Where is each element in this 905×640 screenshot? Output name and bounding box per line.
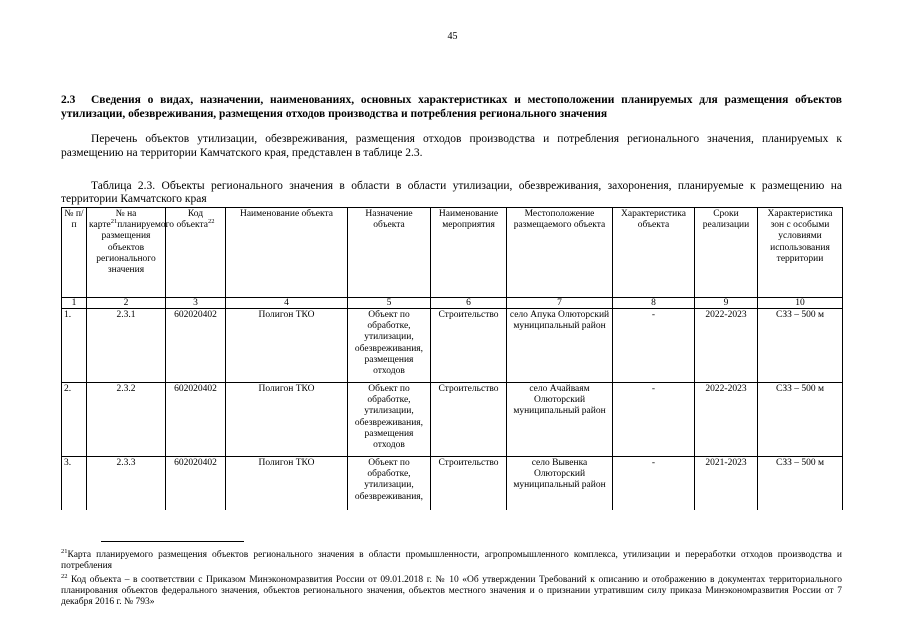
cell-map-number: 2.3.1 (87, 309, 166, 383)
footnote-22 (61, 572, 842, 608)
cell-activity: Строительство (431, 309, 507, 383)
footnote-mark: 21 (61, 547, 68, 555)
header-term: Сроки реализации (695, 208, 758, 298)
page-number: 45 (447, 31, 458, 42)
header-zone: Характеристика зон с особыми условиями использования территории (758, 208, 843, 298)
cell-zone: СЗЗ – 500 м (758, 457, 843, 517)
header-map-number-post: планируемого размещения объектов регионального значения (96, 220, 175, 276)
cell-map-number: 2.3.2 (87, 383, 166, 457)
cell-location: село Апука Олюторский муниципальный район (507, 309, 613, 383)
footnote-21 (61, 547, 842, 572)
column-number: 4 (226, 298, 348, 309)
page-break-mask (0, 510, 905, 530)
footnote-text: Код объекта – в соответствии с Приказом Минэкономразвития России от 09.01.2018 г. № 10 «Об утверждении Требований к описанию и отображению в документах территориального планирования объектов федерального значения, объектов регионального значения, объектов местного значения и о признании утратившим силу приказа Минэкономразвития России от 7 декабря 2016 г. № 793» (61, 575, 842, 607)
footnote-ref-22: 22 (207, 218, 215, 226)
cell-location: село Вывенка Олюторский муниципальный район (507, 457, 613, 517)
header-object-name: Наименование объекта (226, 208, 348, 298)
column-number: 10 (758, 298, 843, 309)
column-number: 2 (87, 298, 166, 309)
section-heading (61, 93, 842, 121)
cell-object-code: 602020402 (166, 309, 226, 383)
footnote-mark: 22 (61, 572, 68, 580)
footnote-separator (101, 541, 244, 542)
cell-zone: СЗЗ – 500 м (758, 309, 843, 383)
column-number: 9 (695, 298, 758, 309)
footnote-text: Карта планируемого размещения объектов регионального значения в области промышленности, агропромышленного комплекса, утилизации и переработки отходов производства и потребления (61, 550, 842, 571)
table-row (62, 457, 843, 517)
table-row (62, 309, 843, 383)
header-purpose: Назначение объекта (348, 208, 431, 298)
column-number: 6 (431, 298, 507, 309)
cell-object-name: Полигон ТКО (226, 457, 348, 517)
column-number: 8 (613, 298, 695, 309)
header-characteristic: Характеристика объекта (613, 208, 695, 298)
cell-number: 2. (62, 383, 87, 457)
table-row (62, 383, 843, 457)
section-number: 2.3 (61, 94, 76, 106)
cell-characteristic: - (613, 457, 695, 517)
header-activity: Наименование мероприятия (431, 208, 507, 298)
cell-object-code: 602020402 (166, 457, 226, 517)
header-map-number (87, 208, 175, 298)
cell-purpose: Объект по обработке, утилизации, обезвреживания, размещения отходов (348, 309, 431, 383)
header-object-code-text: Код объекта (176, 209, 208, 231)
intro-paragraph: Перечень объектов утилизации, обезвреживания, размещения отходов производства и потребления регионального значения, планируемых к размещению на территории Камчатского края, представлен в таблице 2.3. (61, 133, 842, 159)
cell-characteristic: - (613, 383, 695, 457)
column-number: 5 (348, 298, 431, 309)
cell-characteristic: - (613, 309, 695, 383)
column-number: 1 (62, 298, 87, 309)
table-header-row (62, 208, 843, 298)
header-number: № п/п (62, 208, 87, 298)
cell-map-number: 2.3.3 (87, 457, 166, 517)
cell-activity: Строительство (431, 457, 507, 517)
cell-number: 3. (62, 457, 87, 517)
cell-term: 2021-2023 (695, 457, 758, 517)
cell-purpose: Объект по обработке, утилизации, обезвреживания, (348, 457, 431, 517)
table-caption: Таблица 2.3. Объекты регионального значения в области в области утилизации, обезвреживания, захоронения, планируемые к размещению на территории Камчатского края (61, 180, 842, 205)
column-number: 3 (166, 298, 226, 309)
footnote-ref-21: 21 (110, 218, 118, 226)
cell-object-name: Полигон ТКО (226, 309, 348, 383)
cell-object-name: Полигон ТКО (226, 383, 348, 457)
cell-purpose: Объект по обработке, утилизации, обезвреживания, размещения отходов (348, 383, 431, 457)
cell-location: село Ачайваям Олюторский муниципальный район (507, 383, 613, 457)
cell-activity: Строительство (431, 383, 507, 457)
objects-table (61, 207, 843, 517)
cell-term: 2022-2023 (695, 383, 758, 457)
cell-term: 2022-2023 (695, 309, 758, 383)
cell-zone: СЗЗ – 500 м (758, 383, 843, 457)
cell-number: 1. (62, 309, 87, 383)
header-map-number-pre: № на карте (89, 209, 137, 231)
section-title: Сведения о видах, назначении, наименованиях, основных характеристиках и местоположении планируемых для размещения объектов утилизации, обезвреживания, размещения отходов производства и потребления регионального значения (61, 94, 842, 120)
column-number: 7 (507, 298, 613, 309)
header-location: Местоположение размещаемого объекта (507, 208, 613, 298)
column-number-row (62, 298, 843, 309)
cell-object-code: 602020402 (166, 383, 226, 457)
header-object-code (166, 208, 226, 298)
